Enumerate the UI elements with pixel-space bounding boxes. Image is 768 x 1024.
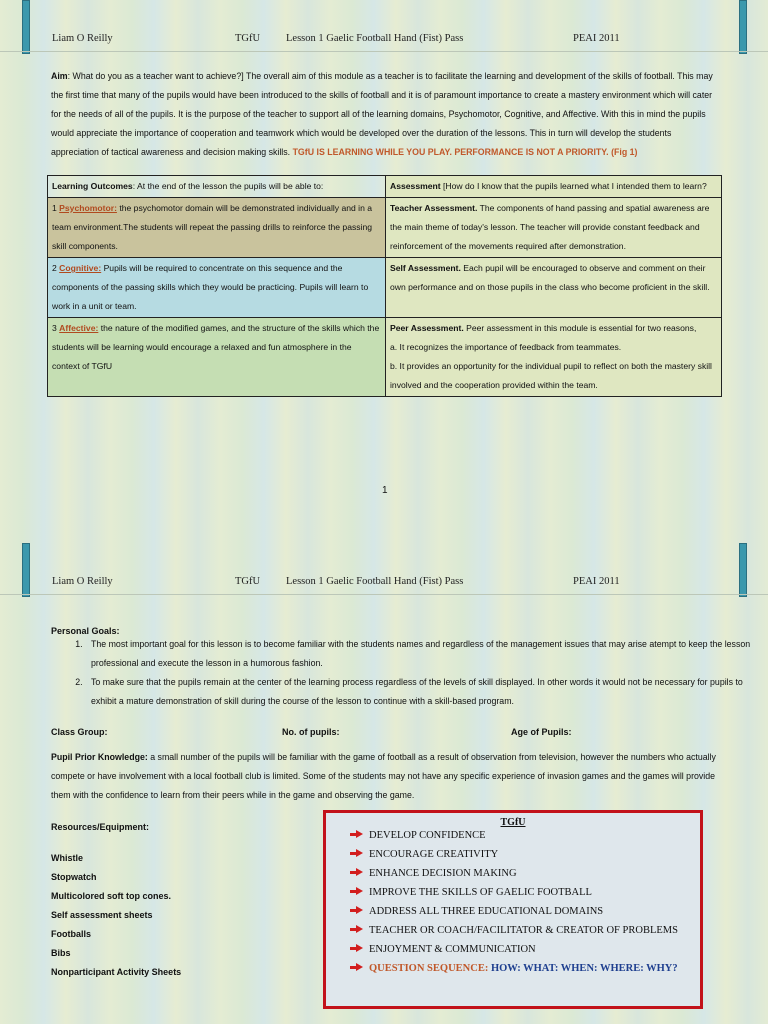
tgfu-item: DEVELOP CONFIDENCE xyxy=(350,830,486,841)
tgfu-item: IMPROVE THE SKILLS OF GAELIC FOOTBALL xyxy=(350,887,592,898)
tgfu-title: TGfU xyxy=(500,817,526,828)
resource-item: Footballs xyxy=(51,929,91,939)
left-header-pillar xyxy=(22,0,30,54)
psychomotor-link[interactable]: Psychomotor: xyxy=(59,203,117,213)
tgfu-item: ADDRESS ALL THREE EDUCATIONAL DOMAINS xyxy=(350,906,603,917)
prior-knowledge-paragraph: Pupil Prior Knowledge: a small number of the pupils will be familiar with the game of football as a result of observation from television, however the numbers who actually compete or have involvement with a local football club is limited. Some of the students may not have any specific experience of invasion games and the games will provide them with the confidence to learn from their peers while in the game and observing the game. xyxy=(51,752,716,800)
header-divider xyxy=(0,594,768,595)
personal-goals-list xyxy=(51,635,755,711)
tgfu-item: ENHANCE DECISION MAKING xyxy=(350,868,517,879)
right-arrow-icon xyxy=(350,830,364,839)
table-row xyxy=(48,318,722,397)
aim-text: : What do you as a teacher want to achieve?] The overall aim of this module as a teacher is to facilitate the learning and development of the skills of football. This may the first time that many of the pupils would have been introduced to the skills of football and it is of paramount importance to create a mastery environment which will cater for the needs of all of the pupils. It is the purpose of the teacher to support all of the learning domains, Psychomotor, Cognitive, and Affective. With this in mind the pupils would appreciate the importance of cooperation and teamwork which would be developed over the duration of the lessons. This in turn will develop the students appreciation of tactical awareness and decision making skills. xyxy=(51,71,713,157)
personal-goals-label: Personal Goals: xyxy=(51,626,120,636)
aim-paragraph xyxy=(51,67,718,162)
affective-cell: 3 Affective: the nature of the modified games, and the structure of the skills which the students will be learning would encourage a relaxed and fun atmosphere in the context of TGfU xyxy=(48,318,386,397)
tgfu-item: ENJOYMENT & COMMUNICATION xyxy=(350,944,536,955)
prior-knowledge-label: Pupil Prior Knowledge: xyxy=(51,752,148,762)
header-subject: TGfU xyxy=(235,576,261,587)
peer-assessment-cell: Peer Assessment. Peer assessment in this module is essential for two reasons, a. It recognizes the importance of feedback from teammates. b. It provides an opportunity for the individual pupil to reflect on both the mastery skill involved and the cooperation provided within the team. xyxy=(386,318,722,397)
right-arrow-icon xyxy=(350,887,364,896)
right-header-pillar xyxy=(739,0,747,54)
cognitive-link[interactable]: Cognitive: xyxy=(59,263,102,273)
right-arrow-icon xyxy=(350,925,364,934)
psychomotor-cell: 1 Psychomotor: the psychomotor domain will be demonstrated individually and in a team environment.The students will repeat the passing drills to reinforce the passing skill components. xyxy=(48,198,386,258)
header-author: Liam O Reilly xyxy=(52,576,113,587)
left-header-pillar xyxy=(22,543,30,597)
affective-link[interactable]: Affective: xyxy=(59,323,99,333)
resource-item: Bibs xyxy=(51,948,71,958)
header-course: PEAI 2011 xyxy=(573,33,620,44)
resource-item: Nonparticipant Activity Sheets xyxy=(51,967,182,977)
class-group-label: Class Group: xyxy=(51,727,108,737)
list-item: 2. To make sure that the pupils remain at the center of the learning process regardless of the levels of skill displayed. In other words it would not be necessary for pupils to exhibit a mature demonstration of skill during the course of the lesson to continue with a skill-based program. xyxy=(85,673,755,711)
table-row xyxy=(48,198,722,258)
right-arrow-icon xyxy=(350,906,364,915)
cognitive-cell: 2 Cognitive: Pupils will be required to concentrate on this sequence and the components of the passing skills which they would be practicing. Pupils will learn to work in a unit or team. xyxy=(48,258,386,318)
resource-item: Stopwatch xyxy=(51,872,97,882)
header-course: PEAI 2011 xyxy=(573,576,620,587)
resource-item: Whistle xyxy=(51,853,84,863)
page-number: 1 xyxy=(382,485,388,496)
list-item: 1. The most important goal for this lesson is to become familiar with the students names and regardless of the management issues that may arise atempt to keep the lesson professional and execute the lesson in a humorous fashion. xyxy=(85,635,755,673)
resource-item: Self assessment sheets xyxy=(51,910,153,920)
right-arrow-icon xyxy=(350,868,364,877)
aim-label: Aim xyxy=(51,71,68,81)
no-of-pupils-label: No. of pupils: xyxy=(282,727,340,737)
learning-outcomes-header: Learning Outcomes: At the end of the lesson the pupils will be able to: xyxy=(48,176,386,198)
header-author: Liam O Reilly xyxy=(52,33,113,44)
self-assessment-cell: Self Assessment. Each pupil will be encouraged to observe and comment on their own performance and on those pupils in the class who become proficient in the skill. xyxy=(386,258,722,318)
right-arrow-icon xyxy=(350,963,364,972)
tgfu-item: ENCOURAGE CREATIVITY xyxy=(350,849,498,860)
assessment-header: Assessment [How do I know that the pupils learned what I intended them to learn? xyxy=(386,176,722,198)
header-subject: TGfU xyxy=(235,33,261,44)
tgfu-item: TEACHER OR COACH/FACILITATOR & CREATOR OF PROBLEMS xyxy=(350,925,678,936)
header-lesson: Lesson 1 Gaelic Football Hand (Fist) Pass xyxy=(286,576,464,587)
age-of-pupils-label: Age of Pupils: xyxy=(511,727,572,737)
tgfu-callout-box xyxy=(323,810,703,1009)
teacher-assessment-cell: Teacher Assessment. The components of hand passing and spatial awareness are the main theme of today's lesson. The teacher will provide constant feedback and reinforcement of the movements required after demonstration. xyxy=(386,198,722,258)
table-row xyxy=(48,258,722,318)
right-arrow-icon xyxy=(350,849,364,858)
resources-label: Resources/Equipment: xyxy=(51,822,150,832)
table-header-row xyxy=(48,176,722,198)
right-header-pillar xyxy=(739,543,747,597)
aim-highlight: TGfU IS LEARNING WHILE YOU PLAY. PERFORMANCE IS NOT A PRIORITY. (Fig 1) xyxy=(292,147,638,157)
header-divider xyxy=(0,51,768,52)
right-arrow-icon xyxy=(350,944,364,953)
resource-item: Multicolored soft top cones. xyxy=(51,891,172,901)
tgfu-question-sequence: QUESTION SEQUENCE: HOW: WHAT: WHEN: WHERE: WHY? xyxy=(350,963,678,974)
learning-outcomes-table xyxy=(47,175,722,397)
header-lesson: Lesson 1 Gaelic Football Hand (Fist) Pass xyxy=(286,33,464,44)
